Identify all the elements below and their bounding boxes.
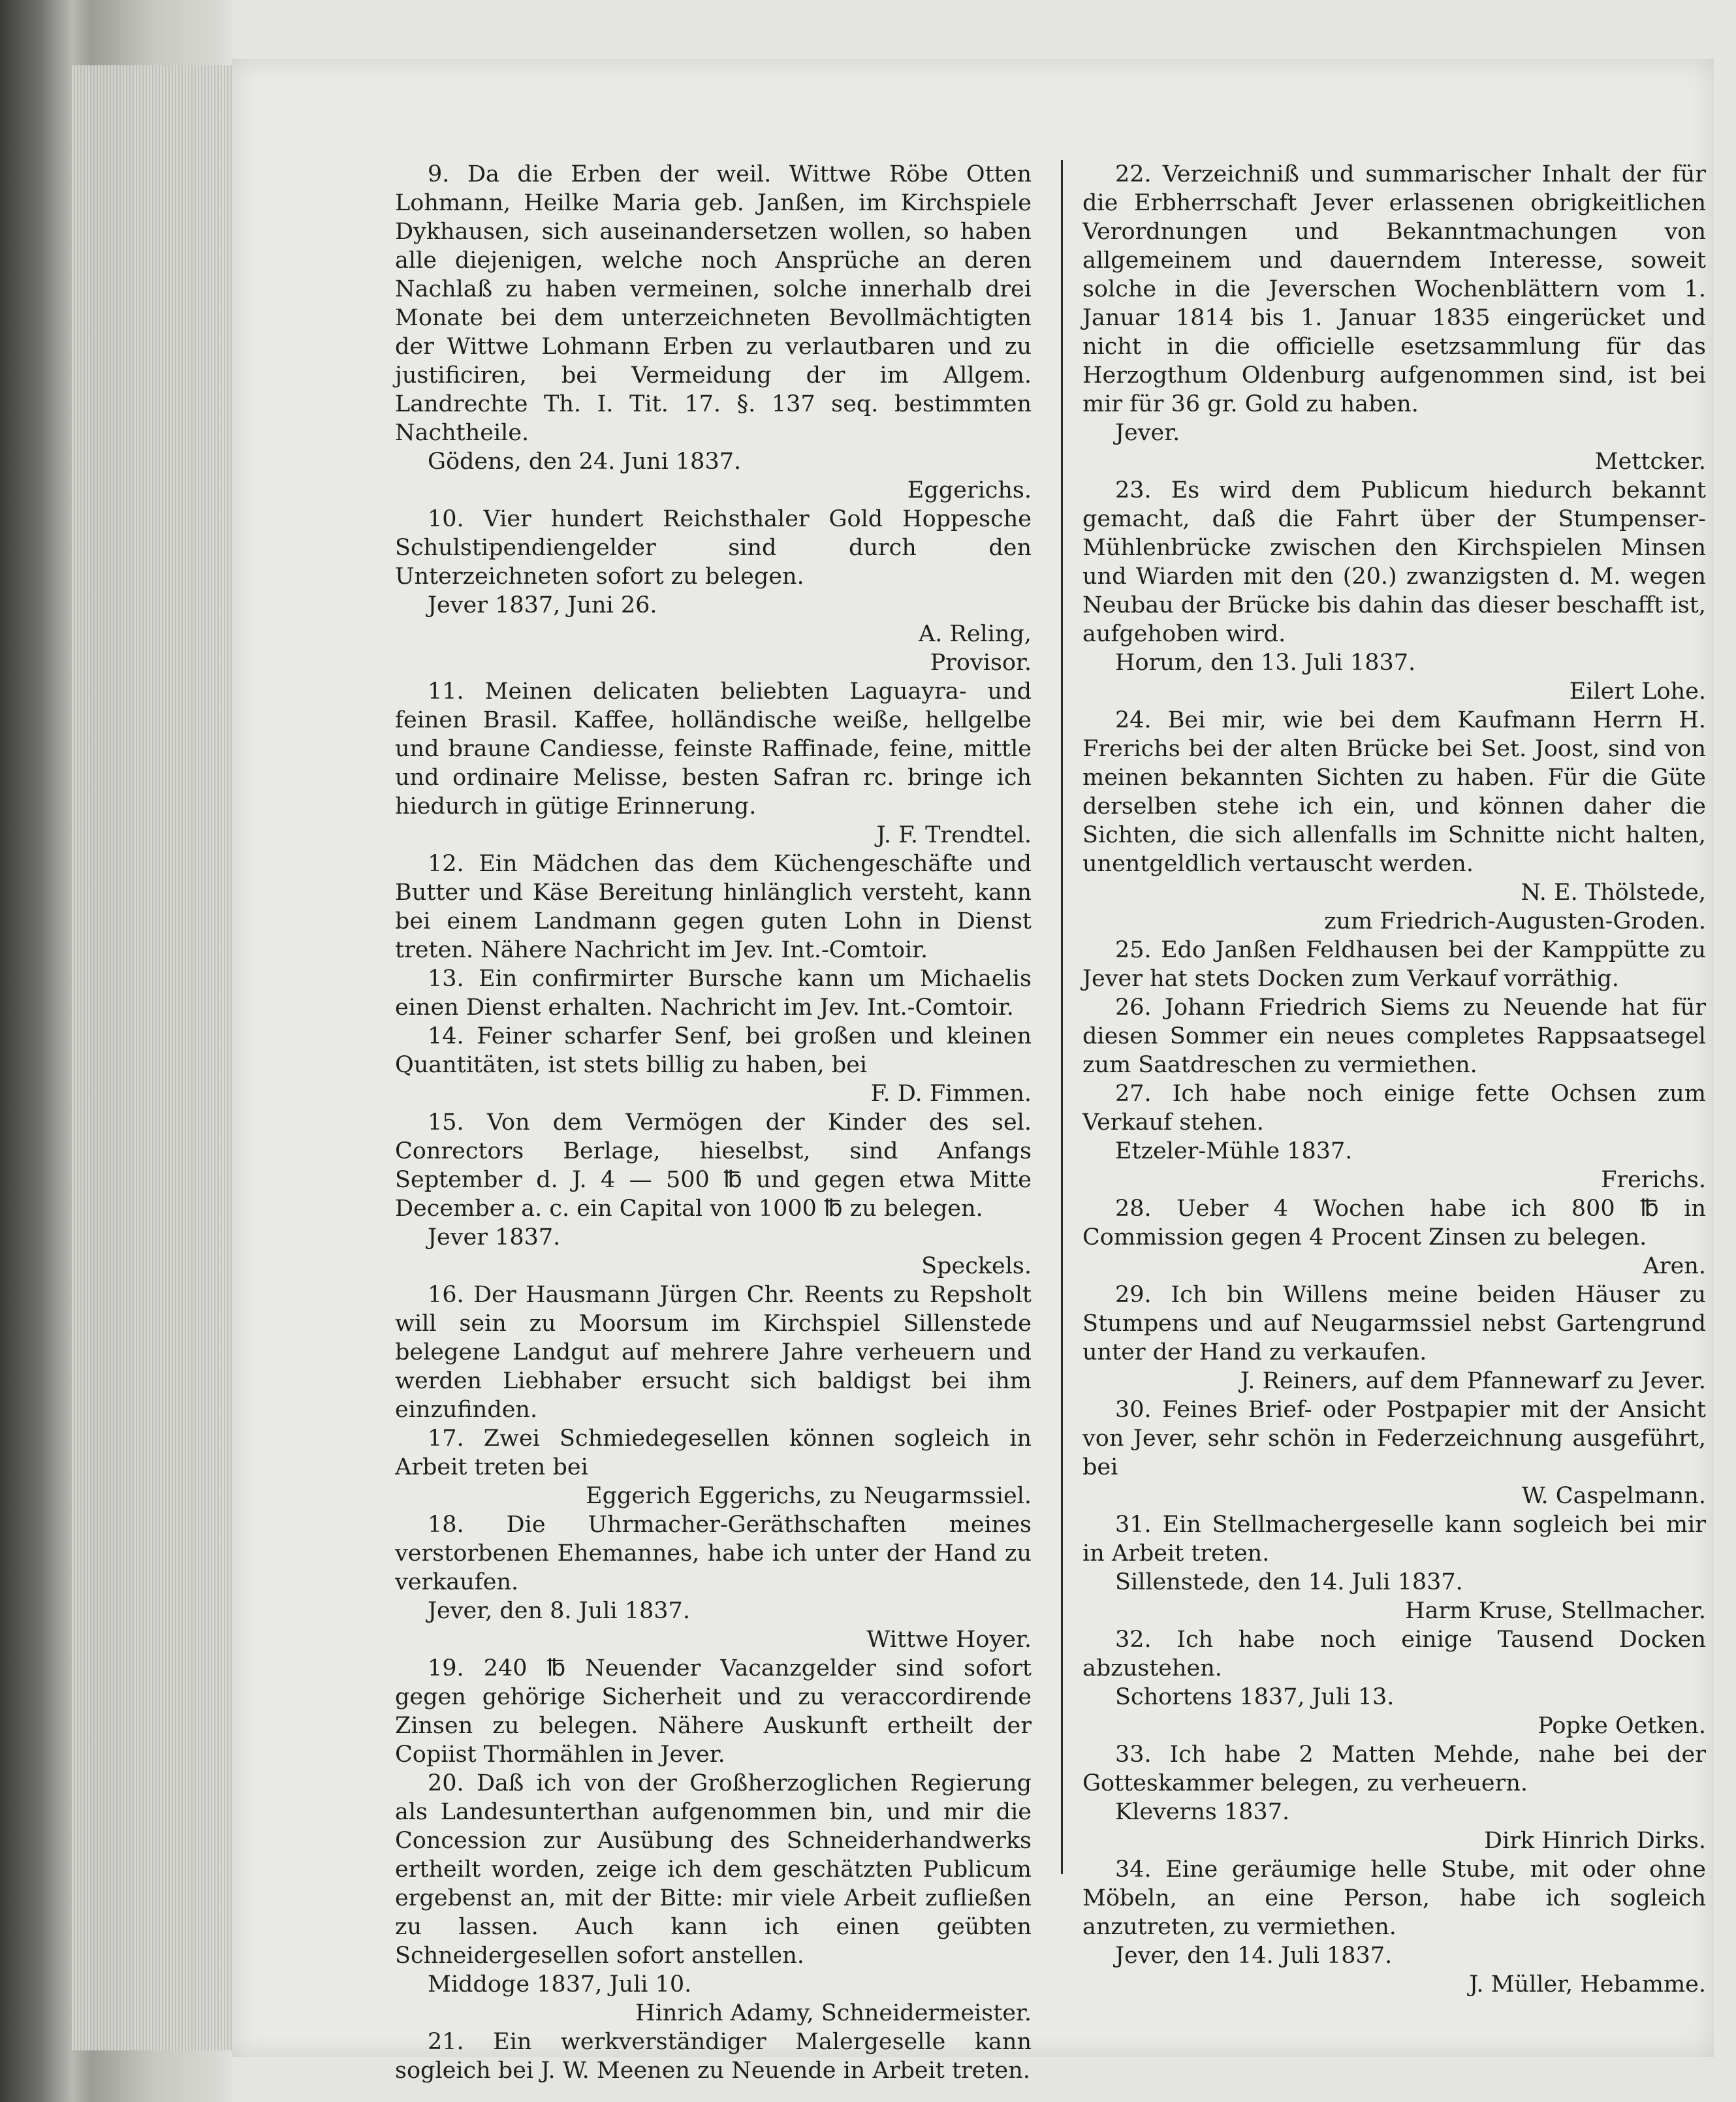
notice-signature: Hinrich Adamy, Schneidermeister. xyxy=(635,2000,1032,2026)
notice-signature: Eggerichs. xyxy=(907,477,1032,503)
notice-paragraph: 25. Edo Janßen Feldhausen bei der Kamppütte zu Jever hat stets Docken zum Verkauf vorräthig. xyxy=(1082,937,1706,992)
notice-paragraph: 30. Feines Brief- oder Postpapier mit der Ansicht von Jever, sehr schön in Federzeichnung ausgeführt, bei xyxy=(1082,1397,1706,1480)
notice-paragraph: 23. Es wird dem Publicum hiedurch bekannt gemacht, daß die Fahrt über der Stumpenser-Mühlenbrücke zwischen den Kirchspielen Minsen und Wiarden mit den (20.) zwanzigsten d. M. wegen Neubau der Brücke bis dahin das dieser beschafft ist, aufgehoben wird. xyxy=(1082,477,1706,647)
notice-signature: J. Müller, Hebamme. xyxy=(1469,1971,1706,1998)
notice-paragraph: 26. Johann Friedrich Siems zu Neuende hat für diesen Sommer ein neues completes Rappsaatsegel zum Saatdreschen zu vermiethen. xyxy=(1082,995,1706,1078)
notice-paragraph: 27. Ich habe noch einige fette Ochsen zum Verkauf stehen. xyxy=(1082,1081,1706,1136)
notice-paragraph: 19. 240 ℔ Neuender Vacanzgelder sind sofort gegen gehörige Sicherheit und zu veraccordirende Zinsen zu belegen. Nähere Auskunft ertheilt der Copiist Thormählen in Jever. xyxy=(395,1655,1032,1768)
notice-paragraph: 29. Ich bin Willens meine beiden Häuser zu Stumpens und auf Neugarmssiel nebst Gartengrund unter der Hand zu verkaufen. xyxy=(1082,1282,1706,1365)
notice-paragraph: 28. Ueber 4 Wochen habe ich 800 ℔ in Commission gegen 4 Procent Zinsen zu belegen. xyxy=(1082,1196,1706,1250)
notice-paragraph: 12. Ein Mädchen das dem Küchengeschäfte und Butter und Käse Bereitung hinlänglich versteht, kann bei einem Landmann gegen guten Lohn in Dienst treten. Nähere Nachricht im Jev. Int.-Comtoir. xyxy=(395,851,1032,963)
column-divider xyxy=(1061,160,1063,1874)
notice-dateline: Jever. xyxy=(1115,420,1180,446)
notice-signature: zum Friedrich-Augusten-Groden. xyxy=(1324,908,1706,934)
notice-dateline: Horum, den 13. Juli 1837. xyxy=(1115,650,1416,676)
notice-dateline: Jever 1837. xyxy=(428,1224,561,1250)
notice-paragraph: 24. Bei mir, wie bei dem Kaufmann Herrn H. Frerichs bei der alten Brücke bei Set. Joost, sind von meinen bekannten Sichten zu haben. Für die Güte derselben stehe ich ein, und können daher die Sichten, die sich allenfalls im Schnitte nicht halten, unentgeldlich vertauscht werden. xyxy=(1082,707,1706,877)
notice-signature: A. Reling, xyxy=(918,621,1032,647)
notice-dateline: Schortens 1837, Juli 13. xyxy=(1115,1684,1395,1710)
notice-signature: Provisor. xyxy=(930,650,1032,676)
notice-paragraph: 18. Die Uhrmacher-Geräthschaften meines verstorbenen Ehemannes, habe ich unter der Hand zu verkaufen. xyxy=(395,1512,1032,1595)
notice-paragraph: 14. Feiner scharfer Senf, bei großen und kleinen Quantitäten, ist stets billig zu haben, bei xyxy=(395,1023,1032,1078)
notice-paragraph: 9. Da die Erben der weil. Wittwe Röbe Otten Lohmann, Heilke Maria geb. Janßen, im Kirchspiele Dykhausen, sich auseinandersetzen wollen, so haben alle diejenigen, welche noch Ansprüche an deren Nachlaß zu haben vermeinen, solche innerhalb drei Monate bei dem unterzeichneten Bevollmächtigten der Wittwe Lohmann Erben zu verlautbaren und zu justificiren, bei Vermeidung der im Allgem. Landrechte Th. I. Tit. 17. §. 137 seq. bestimmten Nachtheile. xyxy=(395,161,1032,446)
notice-dateline: Sillenstede, den 14. Juli 1837. xyxy=(1115,1569,1463,1595)
notice-signature: F. D. Fimmen. xyxy=(870,1081,1032,1107)
notice-paragraph: 16. Der Hausmann Jürgen Chr. Reents zu Repsholt will sein zu Moorsum im Kirchspiel Sillenstede belegene Landgut auf mehrere Jahre verheuern und werden Liebhaber ersucht sich baldigst bei ihm einzufinden. xyxy=(395,1282,1032,1423)
notice-paragraph: 15. Von dem Vermögen der Kinder des sel. Conrectors Berlage, hieselbst, sind Anfangs September d. J. 4 — 500 ℔ und gegen etwa Mitte December a. c. ein Capital von 1000 ℔ zu belegen. xyxy=(395,1109,1032,1222)
notice-paragraph: 31. Ein Stellmachergeselle kann sogleich bei mir in Arbeit treten. xyxy=(1082,1512,1706,1567)
notice-paragraph: 22. Verzeichniß und summarischer Inhalt der für die Erbherrschaft Jever erlassenen obrigkeitlichen Verordnungen und Bekanntmachungen von allgemeinem und dauerndem Interesse, soweit solche in die Jeverschen Wochenblättern vom 1. Januar 1814 bis 1. Januar 1835 eingerücket und nicht in die officielle esetzsammlung für das Herzogthum Oldenburg aufgenommen sind, ist bei mir für 36 gr. Gold zu haben. xyxy=(1082,161,1706,417)
notice-signature: J. Reiners, auf dem Pfannewarf zu Jever. xyxy=(1240,1368,1706,1394)
left-column xyxy=(395,160,1032,2085)
notice-paragraph: 32. Ich habe noch einige Tausend Docken abzustehen. xyxy=(1082,1627,1706,1681)
notice-signature: W. Caspelmann. xyxy=(1521,1483,1706,1509)
notice-dateline: Jever, den 8. Juli 1837. xyxy=(428,1598,690,1624)
notice-signature: N. E. Thölstede, xyxy=(1521,880,1706,906)
notice-paragraph: 20. Daß ich von der Großherzoglichen Regierung als Landesunterthan aufgenommen bin, und mir die Concession zur Ausübung des Schneiderhandwerks ertheilt worden, zeige ich dem geschätzten Publicum ergebenst an, mit der Bitte: mir viele Arbeit zufließen zu lassen. Auch kann ich einen geübten Schneidergesellen sofort anstellen. xyxy=(395,1770,1032,1969)
notice-paragraph: 34. Eine geräumige helle Stube, mit oder ohne Möbeln, an eine Person, habe ich sogleich anzutreten, zu vermiethen. xyxy=(1082,1856,1706,1940)
right-column xyxy=(1082,160,1706,1999)
notice-signature: Popke Oetken. xyxy=(1538,1713,1706,1739)
notice-paragraph: 13. Ein confirmirter Bursche kann um Michaelis einen Dienst erhalten. Nachricht im Jev. Int.-Comtoir. xyxy=(395,966,1032,1021)
notice-paragraph: 11. Meinen delicaten beliebten Laguayra- und feinen Brasil. Kaffee, holländische weiße, hellgelbe und braune Candiesse, feinste Raffinade, feine, mittle und ordinaire Melisse, besten Safran rc. bringe ich hiedurch in gütige Erinnerung. xyxy=(395,678,1032,820)
notice-dateline: Middoge 1837, Juli 10. xyxy=(428,1971,692,1998)
notice-signature: Eggerich Eggerichs, zu Neugarmssiel. xyxy=(586,1483,1032,1509)
notice-signature: Mettcker. xyxy=(1594,449,1706,475)
notice-signature: Eilert Lohe. xyxy=(1569,678,1706,705)
notice-signature: Harm Kruse, Stellmacher. xyxy=(1405,1598,1706,1624)
notice-paragraph: 21. Ein werkverständiger Malergeselle kann sogleich bei J. W. Meenen zu Neuende in Arbeit treten. xyxy=(395,2029,1032,2084)
notice-dateline: Gödens, den 24. Juni 1837. xyxy=(428,449,742,475)
notice-dateline: Etzeler-Mühle 1837. xyxy=(1115,1138,1353,1164)
notice-paragraph: 17. Zwei Schmiedegesellen können sogleich in Arbeit treten bei xyxy=(395,1425,1032,1480)
notice-dateline: Jever 1837, Juni 26. xyxy=(428,592,657,618)
notice-paragraph: 10. Vier hundert Reichsthaler Gold Hoppesche Schulstipendiengelder sind durch den Unterzeichneten sofort zu belegen. xyxy=(395,506,1032,590)
notice-paragraph: 33. Ich habe 2 Matten Mehde, nahe bei der Gotteskammer belegen, zu verheuern. xyxy=(1082,1742,1706,1796)
notice-signature: J. F. Trendtel. xyxy=(876,822,1032,848)
notice-signature: Speckels. xyxy=(921,1253,1032,1279)
notice-signature: Aren. xyxy=(1643,1253,1706,1279)
notice-signature: Wittwe Hoyer. xyxy=(866,1627,1032,1653)
book-page-edges xyxy=(72,65,242,2050)
notice-signature: Dirk Hinrich Dirks. xyxy=(1483,1828,1706,1854)
notice-signature: Frerichs. xyxy=(1601,1167,1706,1193)
notice-dateline: Jever, den 14. Juli 1837. xyxy=(1115,1943,1393,1969)
notice-dateline: Kleverns 1837. xyxy=(1115,1799,1290,1825)
